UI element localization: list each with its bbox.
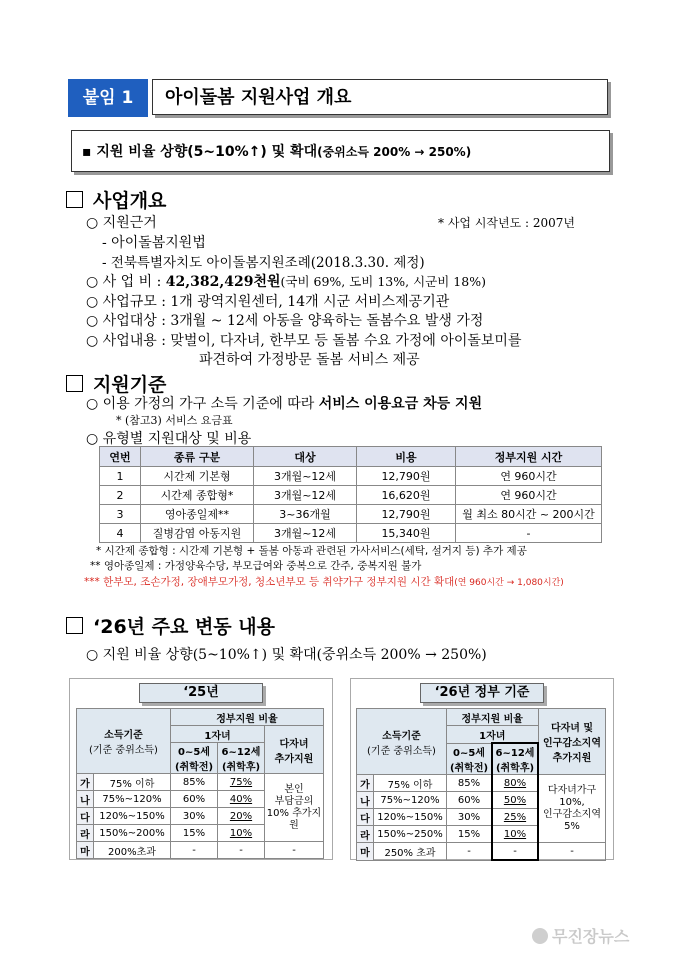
changes-line: ○ 지원 비율 상향(5~10%↑) 및 확대(중위소득 200% → 250%) — [86, 647, 487, 663]
header-one-child: 1자녀 — [171, 726, 265, 743]
cell: 질병감염 아동지원 — [141, 524, 254, 543]
cell: 다 — [357, 809, 374, 826]
col-target: 대상 — [254, 447, 357, 467]
cell: 연 960시간 — [456, 486, 602, 505]
criteria-line: ○ 이용 가정의 가구 소득 기준에 따라 서비스 이용요금 차등 지원 — [86, 396, 483, 412]
support-type-table — [99, 446, 602, 543]
cell: 3개월~12세 — [254, 467, 357, 486]
table-row — [100, 486, 602, 505]
cell: 라 — [77, 825, 94, 842]
cell: 250% 초과 — [374, 843, 447, 861]
multi-support-text: 본인 부담금의 10% 추가지원 — [265, 774, 324, 842]
cell: 다 — [77, 808, 94, 825]
col-hours: 정부지원 시간 — [456, 447, 602, 467]
cell: 40% — [218, 791, 265, 808]
square-icon — [66, 617, 83, 634]
type-label: ○ 유형별 지원대상 및 비용 — [86, 431, 252, 447]
cell: 마 — [77, 842, 94, 859]
square-icon — [66, 191, 83, 208]
summary-sub: (중위소득 200% → 250%) — [317, 145, 472, 159]
cell: 3개월~12세 — [254, 524, 357, 543]
cell: 3 — [100, 505, 141, 524]
header-age-a: 0~5세 (취학전) — [171, 743, 218, 774]
table-row — [100, 524, 602, 543]
col-no: 연번 — [100, 447, 141, 467]
attachment-badge: 붙임 1 — [68, 79, 148, 117]
multi-support-text: 다자녀가구 10%, 인구감소지역 5% — [538, 775, 606, 843]
table-row — [100, 467, 602, 486]
cell: 10% — [492, 826, 538, 843]
header-income: 소득기준 (기준 중위소득) — [77, 709, 171, 774]
content-line-1: ○ 사업내용 : 맞벌이, 다자녀, 한부모 등 돌봄 수요 가정에 아이돌보미를 — [86, 333, 522, 349]
watermark-logo-icon — [532, 928, 548, 944]
table-row — [77, 842, 324, 859]
law-2: - 전북특별자치도 아이돌봄지원조례(2018.3.30. 제정) — [102, 255, 425, 271]
footnote-1: * 시간제 종합형 : 시간제 기본형 + 돌봄 아동과 관련된 가사서비스(세탁, 설거지 등) 추가 제공 — [96, 545, 527, 557]
col-type: 종류 구분 — [141, 447, 254, 467]
target-line: ○ 사업대상 : 3개월 ~ 12세 아동을 양육하는 돌봄수요 발생 가정 — [86, 313, 484, 329]
cell: 1 — [100, 467, 141, 486]
cell: 120%~150% — [374, 809, 447, 826]
cell: 4 — [100, 524, 141, 543]
footnote-3: *** 한부모, 조손가정, 장애부모가정, 청소년부모 등 취약가구 정부지원 시간 확대(연 960시간 → 1,080시간) — [84, 576, 564, 588]
table-row — [357, 843, 606, 861]
table-2025-title: ‘25년 — [139, 683, 263, 703]
cell: 영아종일제** — [141, 505, 254, 524]
cell: - — [492, 843, 538, 861]
table-2026 — [356, 708, 606, 861]
cell: 나 — [357, 792, 374, 809]
cell: 16,620원 — [357, 486, 456, 505]
cell: - — [456, 524, 602, 543]
cell: 50% — [492, 792, 538, 809]
header-gov: 정부지원 비율 — [171, 709, 324, 726]
cell: 10% — [218, 825, 265, 842]
summary-bullet: ▪ — [82, 144, 92, 160]
cell: 30% — [171, 808, 218, 825]
table-2025 — [76, 708, 324, 859]
table-2026-title: ‘26년 정부 기준 — [420, 683, 544, 703]
section-criteria-heading: 지원기준 — [66, 370, 166, 397]
content-line-2: 파견하여 가정방문 돌봄 서비스 제공 — [199, 352, 420, 368]
cell: 3~36개월 — [254, 505, 357, 524]
cell: 85% — [171, 774, 218, 791]
header-income: 소득기준 (기준 중위소득) — [357, 709, 447, 775]
cell: - — [171, 842, 218, 859]
scale-line: ○ 사업규모 : 1개 광역지원센터, 14개 시군 서비스제공기관 — [86, 294, 450, 310]
cell: 연 960시간 — [456, 467, 602, 486]
cell: 2 — [100, 486, 141, 505]
page-title: 아이돌봄 지원사업 개요 — [152, 79, 608, 115]
cell: 80% — [492, 775, 538, 792]
cell: 85% — [447, 775, 493, 792]
cell: - — [538, 843, 606, 861]
cell: - — [218, 842, 265, 859]
square-icon — [66, 375, 83, 392]
cell: 200%초과 — [94, 842, 171, 859]
section-overview-heading: 사업개요 — [66, 186, 166, 213]
summary-main: 지원 비율 상향(5~10%↑) 및 확대 — [96, 144, 318, 160]
cell: 마 — [357, 843, 374, 861]
reference-note: * (참고3) 서비스 요금표 — [116, 414, 233, 427]
cell: 12,790원 — [357, 467, 456, 486]
cell: 15% — [171, 825, 218, 842]
cell: 시간제 종합형* — [141, 486, 254, 505]
cell: 월 최소 80시간 ~ 200시간 — [456, 505, 602, 524]
cell: 120%~150% — [94, 808, 171, 825]
budget-line: ○ 사 업 비 : 42,382,429천원(국비 69%, 도비 13%, 시군비 18%) — [86, 274, 486, 290]
header-age-b: 6~12세 (취학후) — [492, 743, 538, 775]
table-row — [357, 775, 606, 792]
cell: 12,790원 — [357, 505, 456, 524]
cell: 150%~200% — [94, 825, 171, 842]
cell: 60% — [171, 791, 218, 808]
cell: 15% — [447, 826, 493, 843]
cell: 15,340원 — [357, 524, 456, 543]
cell: 150%~250% — [374, 826, 447, 843]
cell: 25% — [492, 809, 538, 826]
footnote-2: ** 영아종일제 : 가정양육수당, 부모급여와 중복으로 간주, 중복지원 불가 — [90, 560, 422, 572]
col-cost: 비용 — [357, 447, 456, 467]
cell: 가 — [357, 775, 374, 792]
cell: 가 — [77, 774, 94, 791]
cell: 75%~120% — [94, 791, 171, 808]
summary-box — [71, 130, 610, 172]
watermark: 무진장뉴스 — [532, 924, 629, 947]
cell: 60% — [447, 792, 493, 809]
cell: 75%~120% — [374, 792, 447, 809]
cell: 75% 이하 — [94, 774, 171, 791]
cell: 나 — [77, 791, 94, 808]
header-one-child: 1자녀 — [447, 726, 539, 744]
section-changes-heading: ‘26년 주요 변동 내용 — [66, 612, 275, 639]
cell: 20% — [218, 808, 265, 825]
table-header-row — [100, 447, 602, 467]
table-row — [77, 774, 324, 791]
cell: 3개월~12세 — [254, 486, 357, 505]
cell: 75% — [218, 774, 265, 791]
cell: - — [265, 842, 324, 859]
cell: 라 — [357, 826, 374, 843]
header-multi: 다자녀 추가지원 — [265, 726, 324, 774]
cell: - — [447, 843, 493, 861]
header-age-a: 0~5세 (취학전) — [447, 743, 493, 775]
header-age-b: 6~12세 (취학후) — [218, 743, 265, 774]
cell: 30% — [447, 809, 493, 826]
table-row — [100, 505, 602, 524]
cell: 75% 이하 — [374, 775, 447, 792]
cell: 시간제 기본형 — [141, 467, 254, 486]
header-multi: 다자녀 및 인구감소지역 추가지원 — [538, 709, 606, 775]
basis-label: ○ 지원근거 — [86, 215, 157, 231]
law-1: - 아이돌봄지원법 — [102, 235, 206, 251]
header-gov: 정부지원 비율 — [447, 709, 539, 726]
start-year: * 사업 시작년도 : 2007년 — [438, 216, 575, 230]
